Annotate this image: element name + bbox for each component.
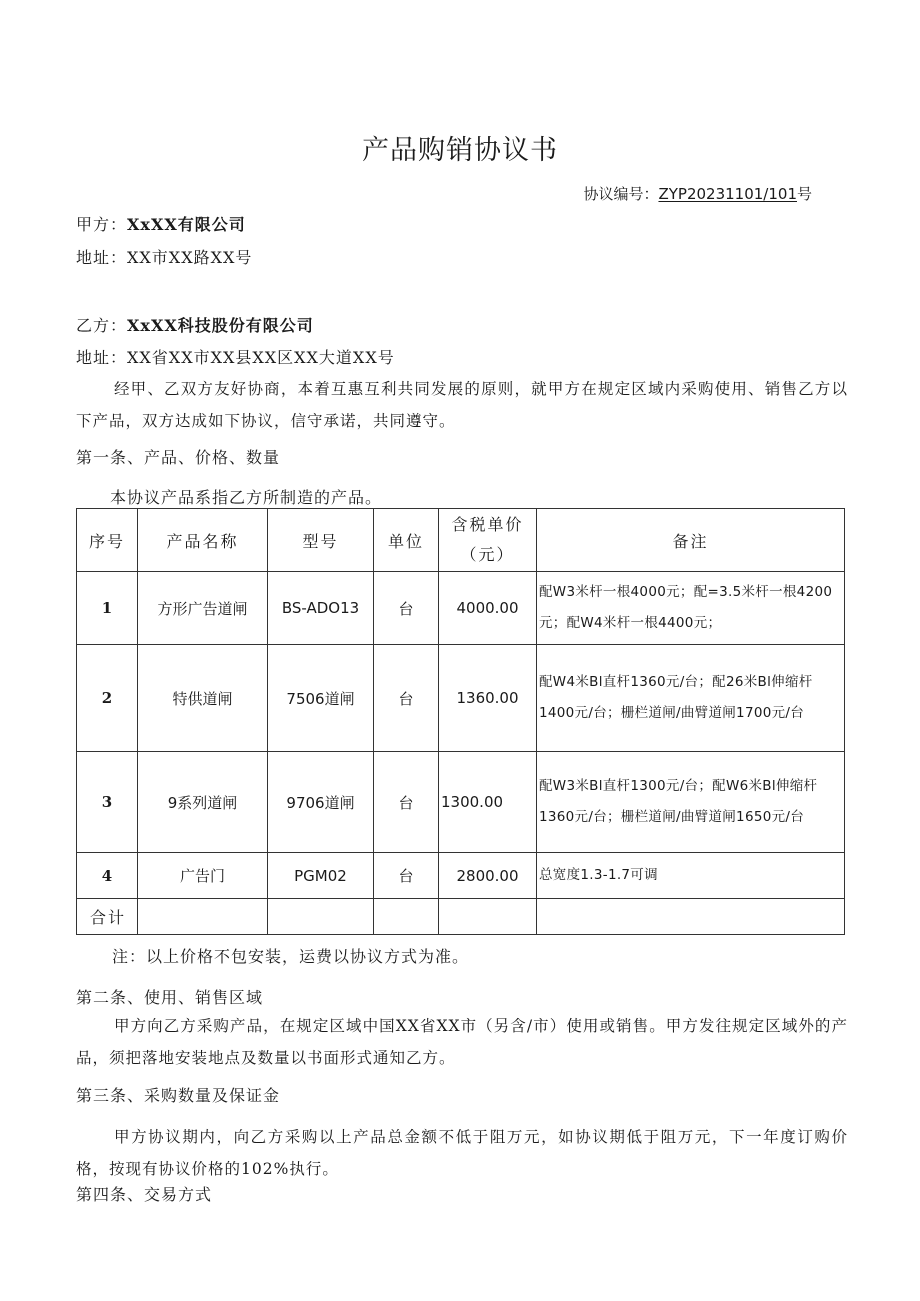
article-3-text: 甲方协议期内，向乙方采购以上产品总金额不低于阻万元，如协议期低于阻万元，下一年度订购价格，按现有协议价格的102%执行。	[76, 1128, 848, 1178]
row-model: PGM02	[268, 853, 374, 899]
row-model: 9706道闸	[268, 752, 374, 853]
row-seq: 2	[77, 645, 138, 752]
row-unit: 台	[374, 853, 439, 899]
table-row	[77, 853, 845, 899]
table-header-row	[77, 509, 845, 572]
header-name: 产品名称	[138, 509, 268, 572]
article-1-text: 本协议产品系指乙方所制造的产品。	[110, 488, 383, 507]
row-seq: 1	[77, 572, 138, 645]
intro-paragraph: 经甲、乙双方友好协商，本着互惠互利共同发展的原则，就甲方在规定区域内采购使用、销售乙方以下产品，双方达成如下协议，信守承诺，共同遵守。	[76, 380, 848, 430]
row-price: 1300.00	[439, 752, 537, 853]
row-seq: 4	[77, 853, 138, 899]
total-label: 合计	[77, 899, 138, 935]
row-model: 7506道闸	[268, 645, 374, 752]
row-name: 广告门	[138, 853, 268, 899]
party-b-name: XxXX科技股份有限公司	[127, 316, 314, 335]
row-seq: 3	[77, 752, 138, 853]
product-table	[76, 508, 845, 935]
party-a-label: 甲方：	[76, 215, 128, 234]
row-price: 1360.00	[439, 645, 537, 752]
total-cell-note	[537, 899, 845, 935]
row-price: 4000.00	[439, 572, 537, 645]
party-b-label: 乙方：	[76, 316, 128, 335]
article-4-heading: 第四条、交易方式	[76, 1185, 213, 1204]
table-row	[77, 572, 845, 645]
total-cell-price	[439, 899, 537, 935]
party-b-address-label: 地址：	[76, 348, 128, 367]
party-a-address-label: 地址：	[76, 248, 128, 267]
agreement-number-label: 协议编号：	[583, 185, 659, 203]
row-name: 9系列道闸	[138, 752, 268, 853]
party-b-address-value: XX省XX市XX县XX区XX大道XX号	[127, 348, 395, 367]
row-price: 2800.00	[439, 853, 537, 899]
document-title: 产品购销协议书	[362, 135, 558, 166]
total-cell-model	[268, 899, 374, 935]
agreement-number-suffix: 号	[796, 185, 812, 203]
table-row	[77, 752, 845, 853]
agreement-number	[583, 183, 812, 204]
article-2-heading: 第二条、使用、销售区域	[76, 988, 264, 1007]
row-note: 总宽度1.3-1.7可调	[537, 853, 845, 899]
row-unit: 台	[374, 645, 439, 752]
article-1-heading: 第一条、产品、价格、数量	[76, 448, 281, 467]
row-name: 方形广告道闸	[138, 572, 268, 645]
row-unit: 台	[374, 572, 439, 645]
header-price: 含税单价（元）	[439, 509, 537, 572]
header-model: 型号	[268, 509, 374, 572]
total-cell-unit	[374, 899, 439, 935]
row-note: 配W3米杆一根4000元；配=3.5米杆一根4200元；配W4米杆一根4400元；	[537, 572, 845, 645]
header-seq: 序号	[77, 509, 138, 572]
party-b-address	[76, 345, 395, 368]
party-a	[76, 212, 246, 235]
row-unit: 台	[374, 752, 439, 853]
row-note: 配W3米Bl直杆1300元/台；配W6米Bl伸缩杆1360元/台；栅栏道闸/曲臂道闸1650元/台	[537, 752, 845, 853]
table-row	[77, 645, 845, 752]
header-note: 备注	[537, 509, 845, 572]
article-3-heading: 第三条、采购数量及保证金	[76, 1086, 281, 1105]
party-a-name: XxXX有限公司	[127, 215, 246, 234]
row-name: 特供道闸	[138, 645, 268, 752]
row-note: 配W4米Bl直杆1360元/台；配26米Bl伸缩杆1400元/台；栅栏道闸/曲臂道闸1700元/台	[537, 645, 845, 752]
header-unit: 单位	[374, 509, 439, 572]
party-a-address	[76, 245, 252, 268]
party-a-address-value: XX市XX路XX号	[127, 248, 253, 267]
table-note: 注：以上价格不包安装，运费以协议方式为准。	[112, 947, 470, 966]
row-model: BS-ADO13	[268, 572, 374, 645]
total-cell-name	[138, 899, 268, 935]
agreement-number-value: ZYP20231101/101	[658, 185, 797, 203]
article-2-text: 甲方向乙方采购产品，在规定区域中国XX省XX市（另含/市）使用或销售。甲方发往规定区域外的产品，须把落地安装地点及数量以书面形式通知乙方。	[76, 1017, 848, 1067]
table-total-row	[77, 899, 845, 935]
party-b	[76, 313, 314, 336]
